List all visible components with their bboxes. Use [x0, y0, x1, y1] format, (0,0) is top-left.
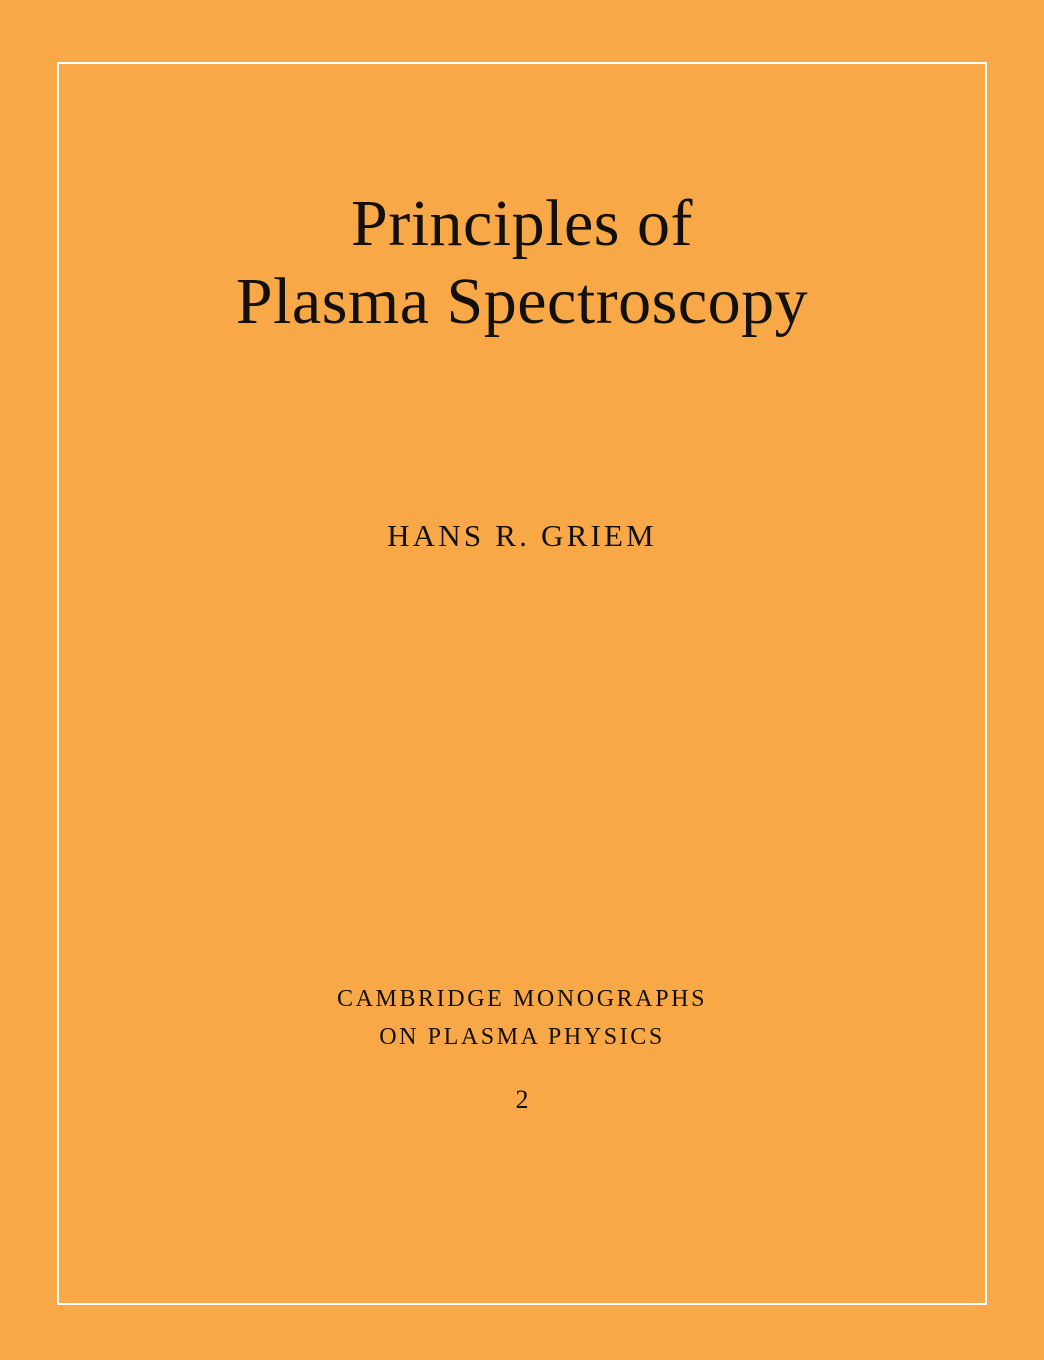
series-volume-number: 2: [515, 1085, 529, 1114]
title-line-1: Principles of: [351, 187, 693, 260]
series-line-2: ON PLASMA PHYSICS: [379, 1024, 665, 1050]
title-line-2: Plasma Spectroscopy: [235, 265, 809, 338]
series-title: [0, 980, 1044, 1056]
series-line-1: CAMBRIDGE MONOGRAPHS: [336, 986, 708, 1012]
book-title: [0, 185, 1044, 341]
author-name: HANS R. GRIEM: [387, 518, 657, 553]
